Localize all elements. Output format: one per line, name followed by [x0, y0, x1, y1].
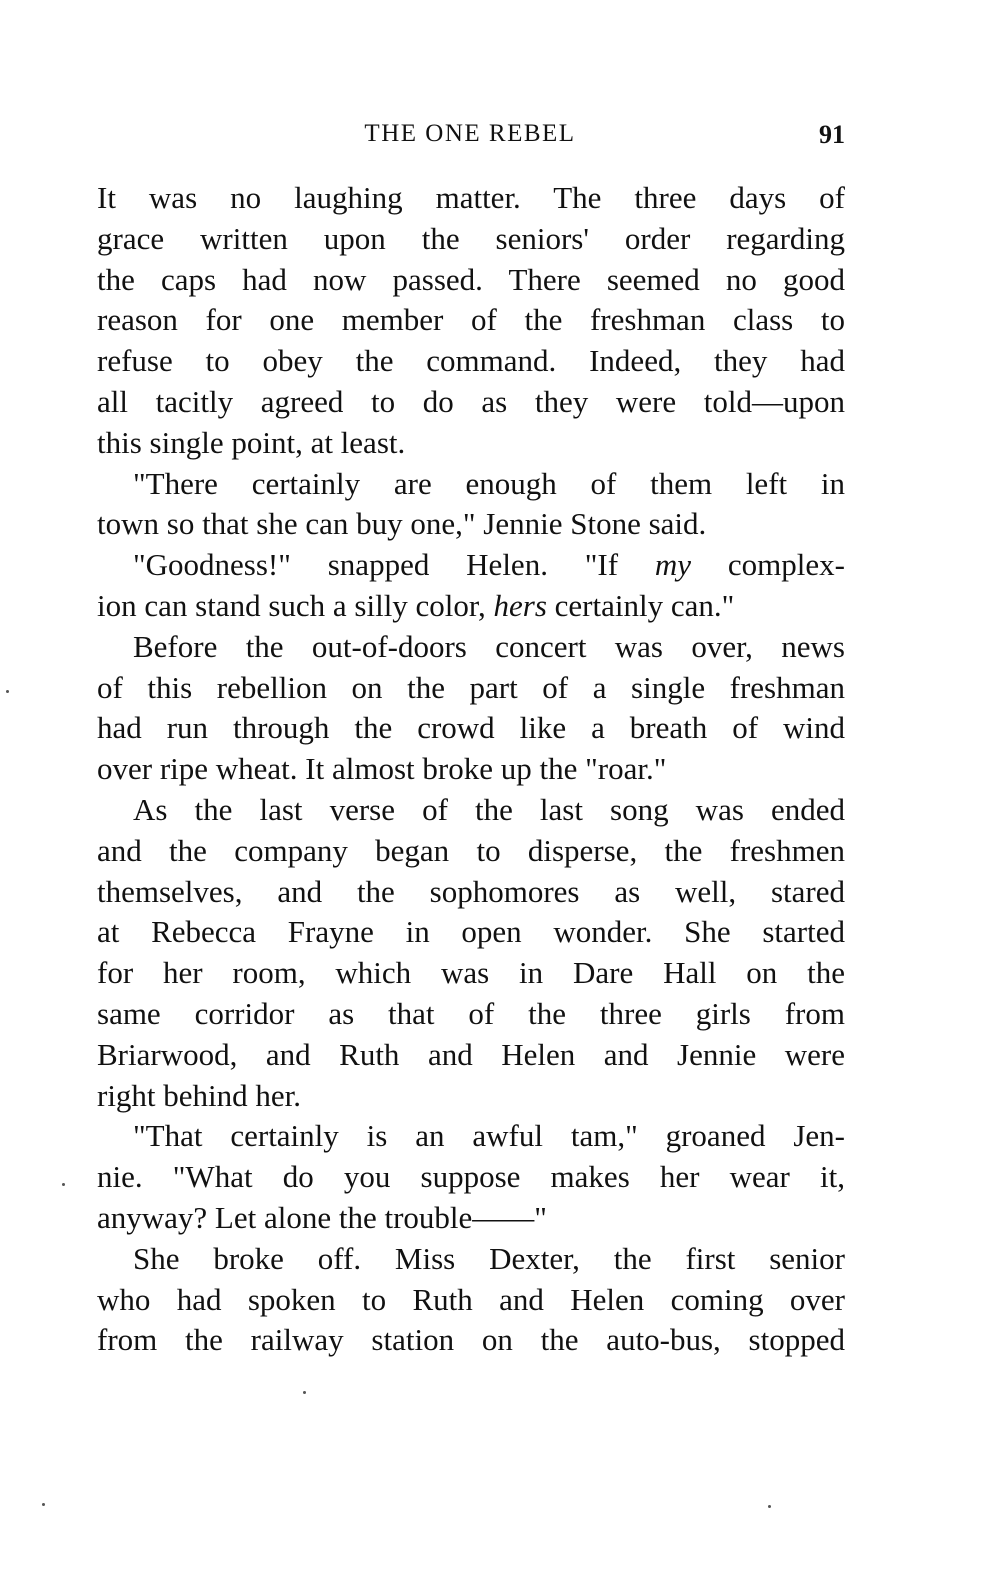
text-line: and the company began to disperse, the freshmen	[97, 832, 845, 868]
text-span: certainly can."	[546, 587, 735, 623]
text-line: over ripe wheat. It almost broke up the "roar."	[97, 751, 667, 787]
running-head	[95, 116, 845, 156]
text-line: reason for one member of the freshman class to	[97, 302, 845, 338]
text-line: same corridor as that of the three girls from	[97, 995, 845, 1031]
scan-speck	[62, 1183, 65, 1186]
scan-speck	[6, 690, 9, 693]
text-line: of this rebellion on the part of a single freshman	[97, 669, 845, 705]
text-line: "That certainly is an awful tam," groaned Jen-	[133, 1118, 845, 1154]
scan-speck	[42, 1503, 45, 1506]
text-line: themselves, and the sophomores as well, stared	[97, 873, 845, 909]
text-span: "Goodness!" snapped Helen. "If	[133, 547, 655, 583]
text-line: "There certainly are enough of them left in	[133, 465, 845, 501]
body-text	[97, 178, 845, 1361]
text-line: Before the out-of-doors concert was over, news	[133, 628, 845, 664]
text-line: As the last verse of the last song was ended	[133, 791, 845, 827]
italic-span: my	[654, 547, 692, 583]
italic-span: hers	[493, 587, 547, 623]
text-line: all tacitly agreed to do as they were told—upon	[97, 383, 845, 419]
text-line-with-italic	[97, 545, 845, 586]
text-line: grace written upon the seniors' order regarding	[97, 220, 845, 256]
text-line: this single point, at least.	[97, 424, 406, 460]
text-line: It was no laughing matter. The three days of	[97, 180, 845, 215]
text-line: for her room, which was in Dare Hall on the	[97, 955, 845, 991]
text-line: anyway? Let alone the trouble——"	[97, 1199, 547, 1235]
page-number: 91	[819, 120, 845, 149]
scan-speck	[768, 1505, 771, 1508]
text-line: Briarwood, and Ruth and Helen and Jennie were	[97, 1036, 845, 1072]
scan-speck	[303, 1391, 306, 1394]
text-line: town so that she can buy one," Jennie Stone said.	[97, 506, 707, 542]
running-title: THE ONE REBEL	[364, 120, 576, 147]
text-line: the caps had now passed. There seemed no good	[97, 261, 845, 297]
text-line: who had spoken to Ruth and Helen coming over	[97, 1281, 845, 1317]
text-line-with-italic	[97, 586, 845, 627]
text-line: had run through the crowd like a breath of wind	[97, 710, 845, 746]
text-line: refuse to obey the command. Indeed, they had	[97, 343, 845, 379]
text-line: from the railway station on the auto-bus, stopped	[97, 1322, 845, 1358]
text-line: She broke off. Miss Dexter, the first senior	[133, 1240, 845, 1276]
text-span: complex-	[691, 547, 845, 583]
text-line: nie. "What do you suppose makes her wear it,	[97, 1159, 845, 1195]
text-line: right behind her.	[97, 1077, 302, 1113]
text-span: ion can stand such a silly color,	[97, 587, 494, 623]
text-line: at Rebecca Frayne in open wonder. She started	[97, 914, 845, 950]
